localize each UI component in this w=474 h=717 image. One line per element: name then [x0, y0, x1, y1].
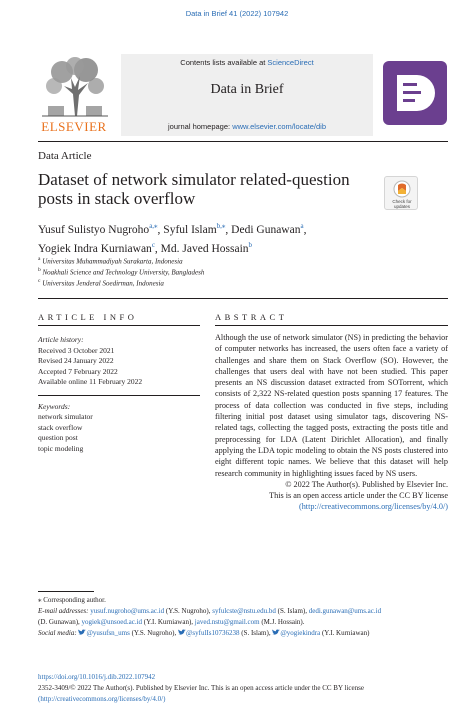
abstract-license: This is an open access article under the CC BY license [269, 491, 448, 501]
author-name: Dedi Gunawan [231, 223, 301, 236]
elsevier-wordmark: ELSEVIER [41, 119, 107, 134]
email-owner: (Y.S. Nugroho), [164, 607, 213, 615]
check-updates-line2: updates [393, 204, 411, 209]
doi-link[interactable]: https://doi.org/10.1016/j.dib.2022.107942 [38, 673, 156, 681]
abstract-license-link[interactable]: (http://creativecommons.org/licenses/by/4.0/) [298, 502, 448, 512]
email-owner: (S. Islam), [275, 607, 309, 615]
email-link[interactable]: yusuf.nugroho@ums.ac.id [90, 607, 165, 615]
keyword-item: stack overflow [38, 422, 83, 432]
affiliation-key: c [38, 278, 41, 284]
email-link[interactable]: syfulcste@nstu.edu.bd [212, 607, 276, 615]
affiliation-item [38, 256, 183, 265]
affiliation-text: Universitas Muhammadiyah Surakarta, Indonesia [42, 257, 183, 266]
author-name: Yusuf Sulistyo Nugroho [38, 223, 150, 236]
affiliation-text: Universitas Jenderal Soedirman, Indonesia [42, 279, 164, 288]
author-affiliation-marker[interactable]: c [151, 240, 155, 249]
data-in-brief-logo-icon [383, 61, 447, 125]
keywords-divider [38, 395, 200, 396]
email-label: E-mail addresses: [38, 607, 89, 615]
history-item: Received 3 October 2021 [38, 345, 115, 355]
author-affiliation-marker[interactable]: a [300, 222, 304, 230]
journal-title: Data in Brief [210, 82, 284, 97]
keyword-item: topic modeling [38, 443, 84, 453]
bottom-matter [38, 672, 448, 705]
email-owner: (D. Gunawan), [38, 618, 82, 626]
email-link[interactable]: dedi.gunawan@ums.ac.id [308, 607, 382, 615]
email-line-2 [38, 617, 448, 628]
homepage-line [121, 122, 373, 131]
check-updates-line1: Check for [392, 199, 412, 204]
social-media-label: Social media: [38, 629, 77, 637]
affiliation-text: Noakhali Science and Technology University, Bangladesh [42, 268, 205, 277]
history-item: Revised 24 January 2022 [38, 356, 114, 365]
author-separator: , [154, 242, 161, 255]
author-separator: , [303, 223, 307, 236]
author-separator: , [157, 223, 164, 236]
article-type: Data Article [38, 150, 92, 162]
contents-prefix: Contents lists available at [180, 58, 268, 67]
affiliation-item [38, 278, 164, 287]
homepage-prefix: journal homepage: [167, 122, 233, 131]
article-info-rule [38, 325, 200, 326]
abstract-copyright: © 2022 The Author(s). Published by Elsevier Inc. [285, 479, 448, 489]
history-item: Accepted 7 February 2022 [38, 366, 118, 376]
keyword-item: question post [38, 433, 78, 442]
author-name: Md. Javed Hossain [160, 242, 249, 255]
keyword-item: network simulator [38, 412, 93, 421]
journal-banner [121, 54, 373, 136]
social-owner: (Y.S. Nugroho), [129, 629, 178, 637]
affiliation-item [38, 267, 204, 276]
abstract [215, 332, 448, 513]
sciencedirect-link[interactable]: ScienceDirect [267, 58, 314, 67]
bottom-license-text: 2352-3409/© 2022 The Author(s). Published by Elsevier Inc. This is an open access article under the CC BY license [38, 684, 364, 692]
author-affiliation-marker[interactable]: a,⁎ [149, 222, 158, 230]
social-owner: (S. Islam), [239, 629, 273, 637]
author-separator: , [225, 223, 232, 236]
abstract-text: Although the use of network simulator (NS) in predicting the behavior of computer networks has increased, the users often face a variety of challenges and share them on Stack Overflow (SO). However, the challenges that users deal with have not been studied. This paper presents an NS discussion dataset extracted from SOTorrent, which consists of 2,322 NS-related question posts spanning 17 features. The process of data collection was conducted in five steps, including filtering initial post dataset using simulator tags, discovering NS-related tags, collecting the tagged posts, extracting the posts title and preprocessing for LDA (Latent Dirichlet Allocation), and finally applying the LDA topic modeling to obtain the NS posts clustered into eight different topic names. We believe that this dataset will help research community in highlighting issues faced by NS users. [215, 333, 448, 478]
history-item: Available online 11 February 2022 [38, 377, 143, 386]
email-line [38, 606, 448, 617]
elsevier-tree-icon [42, 56, 108, 118]
affiliation-key: b [38, 267, 41, 273]
social-handle-link[interactable]: @yusufsn_ums [86, 629, 130, 637]
article-info-heading: ARTICLE INFO [38, 312, 138, 322]
contents-line [121, 58, 373, 67]
author-list [38, 219, 448, 257]
data-in-brief-logo[interactable] [383, 61, 447, 125]
social-media-line [38, 628, 448, 639]
article-history-label: Article history: [38, 335, 84, 344]
social-handle-link[interactable]: @syfulIs10736238 [185, 629, 240, 637]
abstract-heading: ABSTRACT [215, 312, 288, 322]
masthead [38, 54, 448, 138]
twitter-bird-icon [178, 629, 186, 636]
journal-homepage-link[interactable]: www.elsevier.com/locate/dib [232, 122, 326, 131]
article-info [38, 335, 200, 454]
footnote-divider [38, 591, 94, 592]
check-for-updates-icon [385, 177, 419, 211]
journal-reference-link[interactable]: Data in Brief 41 (2022) 107942 [185, 9, 289, 18]
author-name: Syful Islam [163, 223, 217, 236]
affiliations-divider [38, 298, 448, 299]
email-owner: (M.J. Hossain). [259, 618, 305, 626]
author-affiliation-marker[interactable]: b [248, 240, 253, 249]
footnotes [38, 595, 448, 639]
email-link[interactable]: yogiek@unsoed.ac.id [81, 618, 143, 626]
article-title: Dataset of network simulator related-question posts in stack overflow [38, 170, 350, 208]
author-name: Yogiek Indra Kurniawan [38, 242, 152, 255]
abstract-rule [215, 325, 448, 326]
bottom-license-link[interactable]: (http://creativecommons.org/licenses/by/4.0/) [38, 695, 166, 703]
author-affiliation-marker[interactable]: b,⁎ [216, 222, 226, 230]
email-link[interactable]: javed.nstu@gmail.com [194, 618, 260, 626]
elsevier-logo[interactable] [38, 54, 110, 136]
keywords-label: Keywords: [38, 401, 71, 411]
check-for-updates-button[interactable] [384, 176, 418, 210]
email-owner: (Y.I. Kurniawan), [142, 618, 195, 626]
header-divider [38, 141, 448, 142]
affiliation-key: a [38, 256, 41, 262]
corresponding-author-note: ⁎ Corresponding author. [38, 596, 106, 604]
social-handle-link[interactable]: @yogiekindra [280, 629, 321, 637]
social-owner: (Y.I. Kurniawan) [320, 629, 370, 637]
